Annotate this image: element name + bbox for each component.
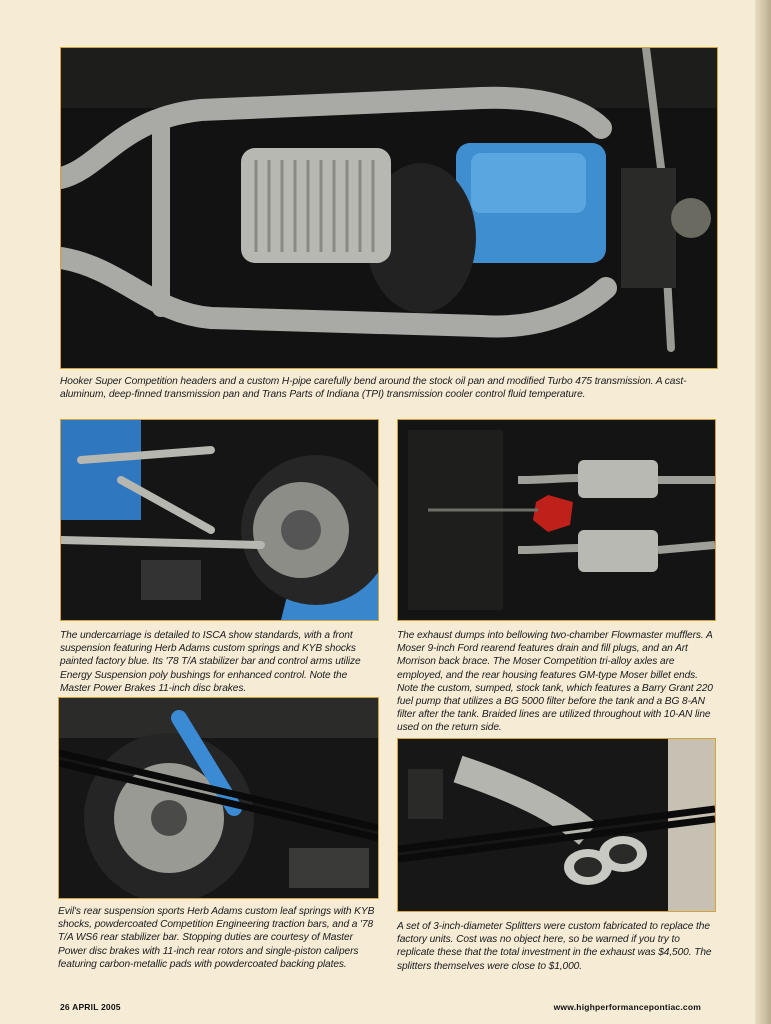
footer-url: www.highperformancepontiac.com: [553, 1002, 701, 1012]
page-folio: 26 APRIL 2005: [60, 1002, 121, 1012]
photo-exhaust-mufflers: [397, 419, 716, 621]
photo-front-suspension: [60, 419, 379, 621]
photo-rear-suspension: [58, 697, 379, 899]
caption-splitters: A set of 3-inch-diameter Splitters were custom fabricated to replace the factory units. Cost was no object here, so be warned if you try to replicate these that the total investment in the exhaust was $4,500. The splitters themselves were close to $1,000.: [397, 921, 712, 972]
caption-rear-suspension: Evil's rear suspension sports Herb Adams custom leaf springs with KYB shocks, powdercoated Competition Engineering traction bars, and a '78 T/A WS6 rear stabilizer bar. Stopping duties are courtesy of Master Power disc brakes with 11-inch rear rotors and single-piston calipers featuring carbon-metallic pads with powdercoated backing plates.: [58, 906, 375, 970]
photo-splitters: [397, 738, 716, 912]
photo-headers-transmission: [60, 47, 718, 369]
page-spine: [755, 0, 771, 1024]
caption-undercarriage: The undercarriage is detailed to ISCA show standards, with a front suspension featuring Herb Adams custom springs and KYB shocks painted factory blue. Its '78 T/A stabilizer bar and control arms utilize Energy Suspension poly bushings for enhanced control. Note the Master Power Brakes 11-inch disc brakes.: [60, 630, 361, 694]
caption-headers: Hooker Super Competition headers and a custom H-pipe carefully bend around the stock oil pan and modified Turbo 475 transmission. A cast-aluminum, deep-finned transmission pan and Trans Parts of Indiana (TPI) transmission cooler control fluid temperature.: [60, 376, 687, 401]
caption-exhaust: The exhaust dumps into bellowing two-chamber Flowmaster mufflers. A Moser 9-inch Ford rearend features drain and fill plugs, and an Art Morrison back brace. The Moser Competition tri-alloy axles are employed, and the rear housing features GM-type Moser billet ends. Note the custom, sumped, stock tank, which features a Barry Grant 220 fuel pump that utilizes a BG 5000 filter before the tank and a BG 8-AN filter after the tank. Braided lines are utilized throughout with 10-AN line used on the return side.: [397, 630, 713, 734]
